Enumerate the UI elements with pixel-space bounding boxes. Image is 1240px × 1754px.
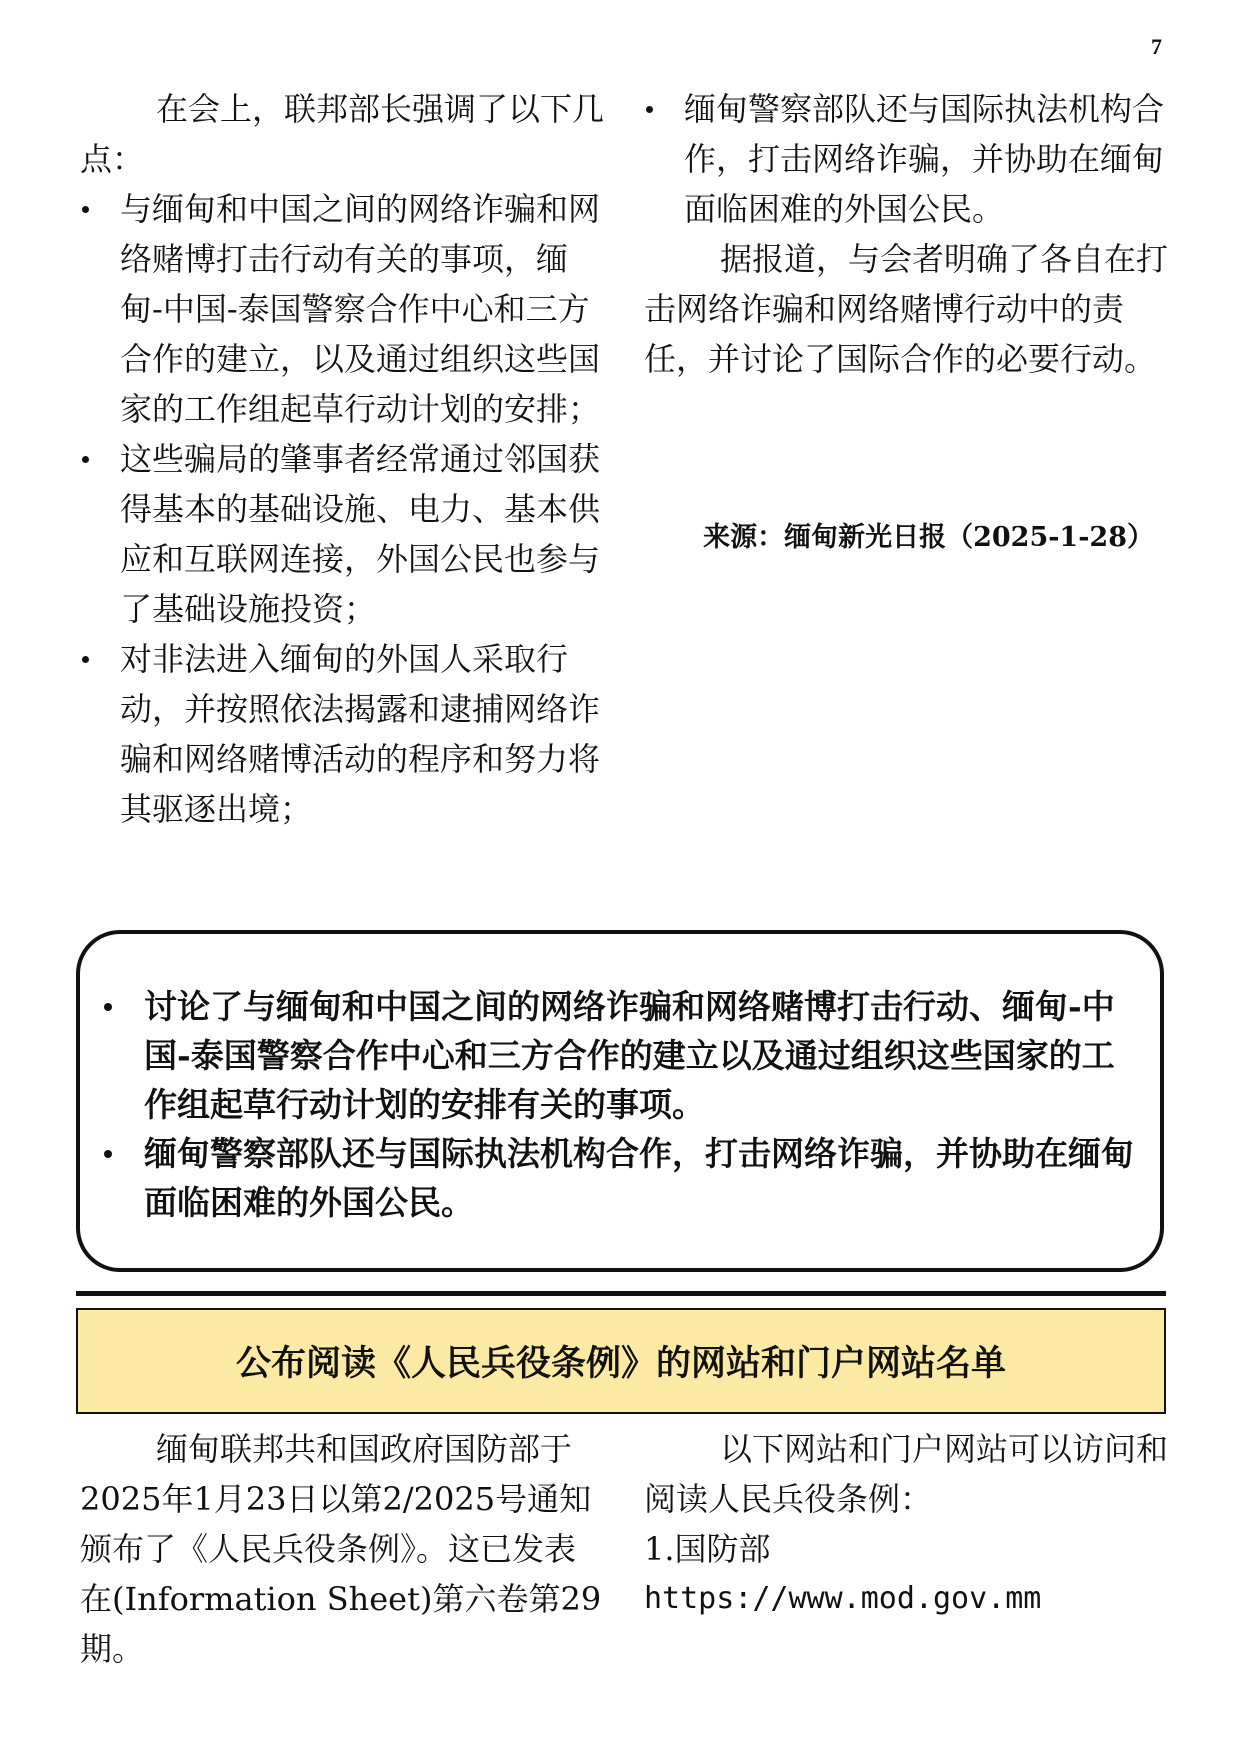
summary-box [76,930,1164,1272]
list-item: 缅甸警察部队还与国际执法机构合作，打击网络诈骗，并协助在缅甸面临困难的外国公民。 [644,84,1170,234]
right-column [644,84,1170,384]
list-item: 对非法进入缅甸的外国人采取行动，并按照依法揭露和逮捕网络诈骗和网络赌博活动的程序和努力将其驱逐出境； [80,634,606,834]
summary-list [102,982,1138,1227]
page-number: 7 [1151,34,1162,59]
list-item: 与缅甸和中国之间的网络诈骗和网络赌博打击行动有关的事项，缅甸-中国-泰国警察合作中心和三方合作的建立，以及通过组织这些国家的工作组起草行动计划的安排； [80,184,606,434]
site-label: 1.国防部 [644,1530,771,1568]
report-paragraph: 据报道，与会者明确了各自在打击网络诈骗和网络赌博行动中的责任，并讨论了国际合作的必要行动。 [644,240,1169,378]
section-divider [76,1291,1166,1296]
websites-intro: 以下网站和门户网站可以访问和阅读人民兵役条例： [644,1430,1169,1518]
list-item: 缅甸警察部队还与国际执法机构合作，打击网络诈骗，并协助在缅甸面临困难的外国公民。 [102,1129,1138,1227]
section-title: 公布阅读《人民兵役条例》的网站和门户网站名单 [235,1343,1006,1384]
key-points-list [80,184,606,834]
section-title-banner [76,1308,1166,1414]
list-item: 讨论了与缅甸和中国之间的网络诈骗和网络赌博打击行动、缅甸-中国-泰国警察合作中心和三方合作的建立以及通过组织这些国家的工作组起草行动计划的安排有关的事项。 [102,982,1138,1129]
left-column [80,84,606,834]
source-citation: 来源：缅甸新光日报（2025-1-28） [703,522,1154,553]
section2-left-column [80,1424,606,1674]
list-item: 这些骗局的肇事者经常通过邻国获得基本的基础设施、电力、基本供应和互联网连接，外国公民也参与了基础设施投资； [80,434,606,634]
regulation-paragraph: 缅甸联邦共和国政府国防部于2025年1月23日以第2/2025号通知颁布了《人民兵役条例》。这已发表在(Information Sheet)第六卷第29期。 [80,1430,602,1668]
site-url-link[interactable]: https://www.mod.gov.mm [644,1581,1042,1616]
section2-right-column [644,1424,1170,1624]
key-points-list-continued [644,84,1170,234]
intro-paragraph: 在会上，联邦部长强调了以下几点： [80,90,605,178]
